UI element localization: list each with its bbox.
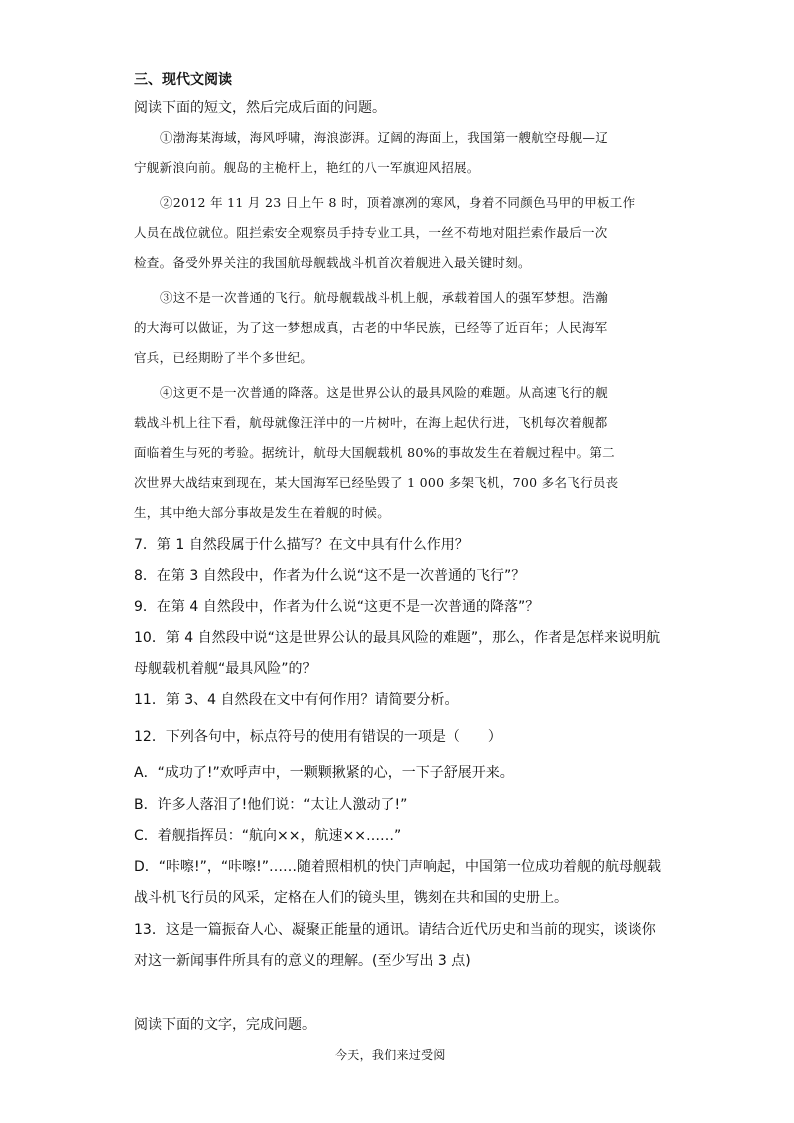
question-12-option-b: B．许多人落泪了!他们说：“太让人激动了!” <box>134 797 408 813</box>
next-section-instruction: 阅读下面的文字，完成问题。 <box>134 1017 316 1033</box>
passage-p1-line2: 宁舰新浪向前。舰岛的主桅杆上，艳红的八一军旗迎风招展。 <box>134 160 480 175</box>
question-13-line1: 13．这是一篇振奋人心、凝聚正能量的通讯。请结合近代历史和当前的现实，谈谈你 <box>134 922 656 938</box>
next-section-title: 今天，我们来过受阅 <box>335 1048 446 1062</box>
question-12-option-d-line2: 战斗机飞行员的风采，定格在人们的镜头里，镌刻在共和国的史册上。 <box>134 890 568 906</box>
passage-p3-line1: ③这不是一次普通的飞行。航母舰载战斗机上舰，承载着国人的强军梦想。浩瀚 <box>160 290 609 305</box>
question-12-option-d-line1: D．“咔嚓!”，“咔嚓!”……随着照相机的快门声响起，中国第一位成功着舰的航母舰载 <box>134 859 662 875</box>
question-8: 8．在第 3 自然段中，作者为什么说“这不是一次普通的飞行”？ <box>134 568 526 584</box>
passage-p4-line2: 载战斗机上往下看，航母就像汪洋中的一片树叶，在海上起伏行进，飞机每次着舰都 <box>134 415 608 430</box>
passage-p4-line1: ④这更不是一次普通的降落。这是世界公认的最具风险的难题。从高速飞行的舰 <box>160 385 609 400</box>
passage-p2-line1: ②2012 年 11 月 23 日上午 8 时，顶着凛冽的寒风，身着不同颜色马甲的甲板工作 <box>160 195 636 210</box>
section-instruction: 阅读下面的短文，然后完成后面的问题。 <box>134 100 386 116</box>
question-13-line2: 对这一新闻事件所具有的意义的理解。(至少写出 3 点) <box>134 953 471 969</box>
passage-p3-line3: 官兵，已经期盼了半个多世纪。 <box>134 350 314 365</box>
question-12-option-a: A．“成功了!”欢呼声中，一颗颗揪紧的心，一下子舒展开来。 <box>134 765 514 781</box>
question-10-line1: 10．第 4 自然段中说“这是世界公认的最具风险的难题”，那么，作者是怎样来说明航 <box>134 630 661 646</box>
passage-p2-line2: 人员在战位就位。阻拦索安全观察员手持专业工具，一丝不苟地对阻拦索作最后一次 <box>134 225 608 240</box>
question-12-option-c: C．着舰指挥员：“航向××，航速××……” <box>134 828 402 844</box>
question-10-line2: 母舰载机着舰“最具风险”的？ <box>134 661 317 677</box>
passage-p4-line3: 面临着生与死的考验。据统计，航母大国舰载机 80%的事故发生在着舰过程中。第二 <box>134 445 615 460</box>
passage-p4-line4: 次世界大战结束到现在，某大国海军已经坠毁了 1 000 多架飞机，700 多名飞行员丧 <box>134 475 619 490</box>
passage-p2-line3: 检查。备受外界关注的我国航母舰载战斗机首次着舰进入最关键时刻。 <box>134 255 531 270</box>
passage-p3-line2: 的大海可以做证，为了这一梦想成真，古老的中华民族，已经等了近百年；人民海军 <box>134 320 608 335</box>
passage-p1-line1: ①渤海某海域，海风呼啸，海浪澎湃。辽阔的海面上，我国第一艘航空母舰—辽 <box>160 130 609 145</box>
section-title: 三、现代文阅读 <box>134 72 232 88</box>
passage-p4-line5: 生，其中绝大部分事故是发生在着舰的时候。 <box>134 505 391 520</box>
question-11: 11．第 3、4 自然段在文中有何作用？请简要分析。 <box>134 692 459 708</box>
question-7: 7．第 1 自然段属于什么描写？在文中具有什么作用？ <box>134 537 469 553</box>
question-9: 9．在第 4 自然段中，作者为什么说“这更不是一次普通的降落”？ <box>134 599 540 615</box>
question-12: 12．下列各句中，标点符号的使用有错误的一项是（ ） <box>134 729 502 745</box>
